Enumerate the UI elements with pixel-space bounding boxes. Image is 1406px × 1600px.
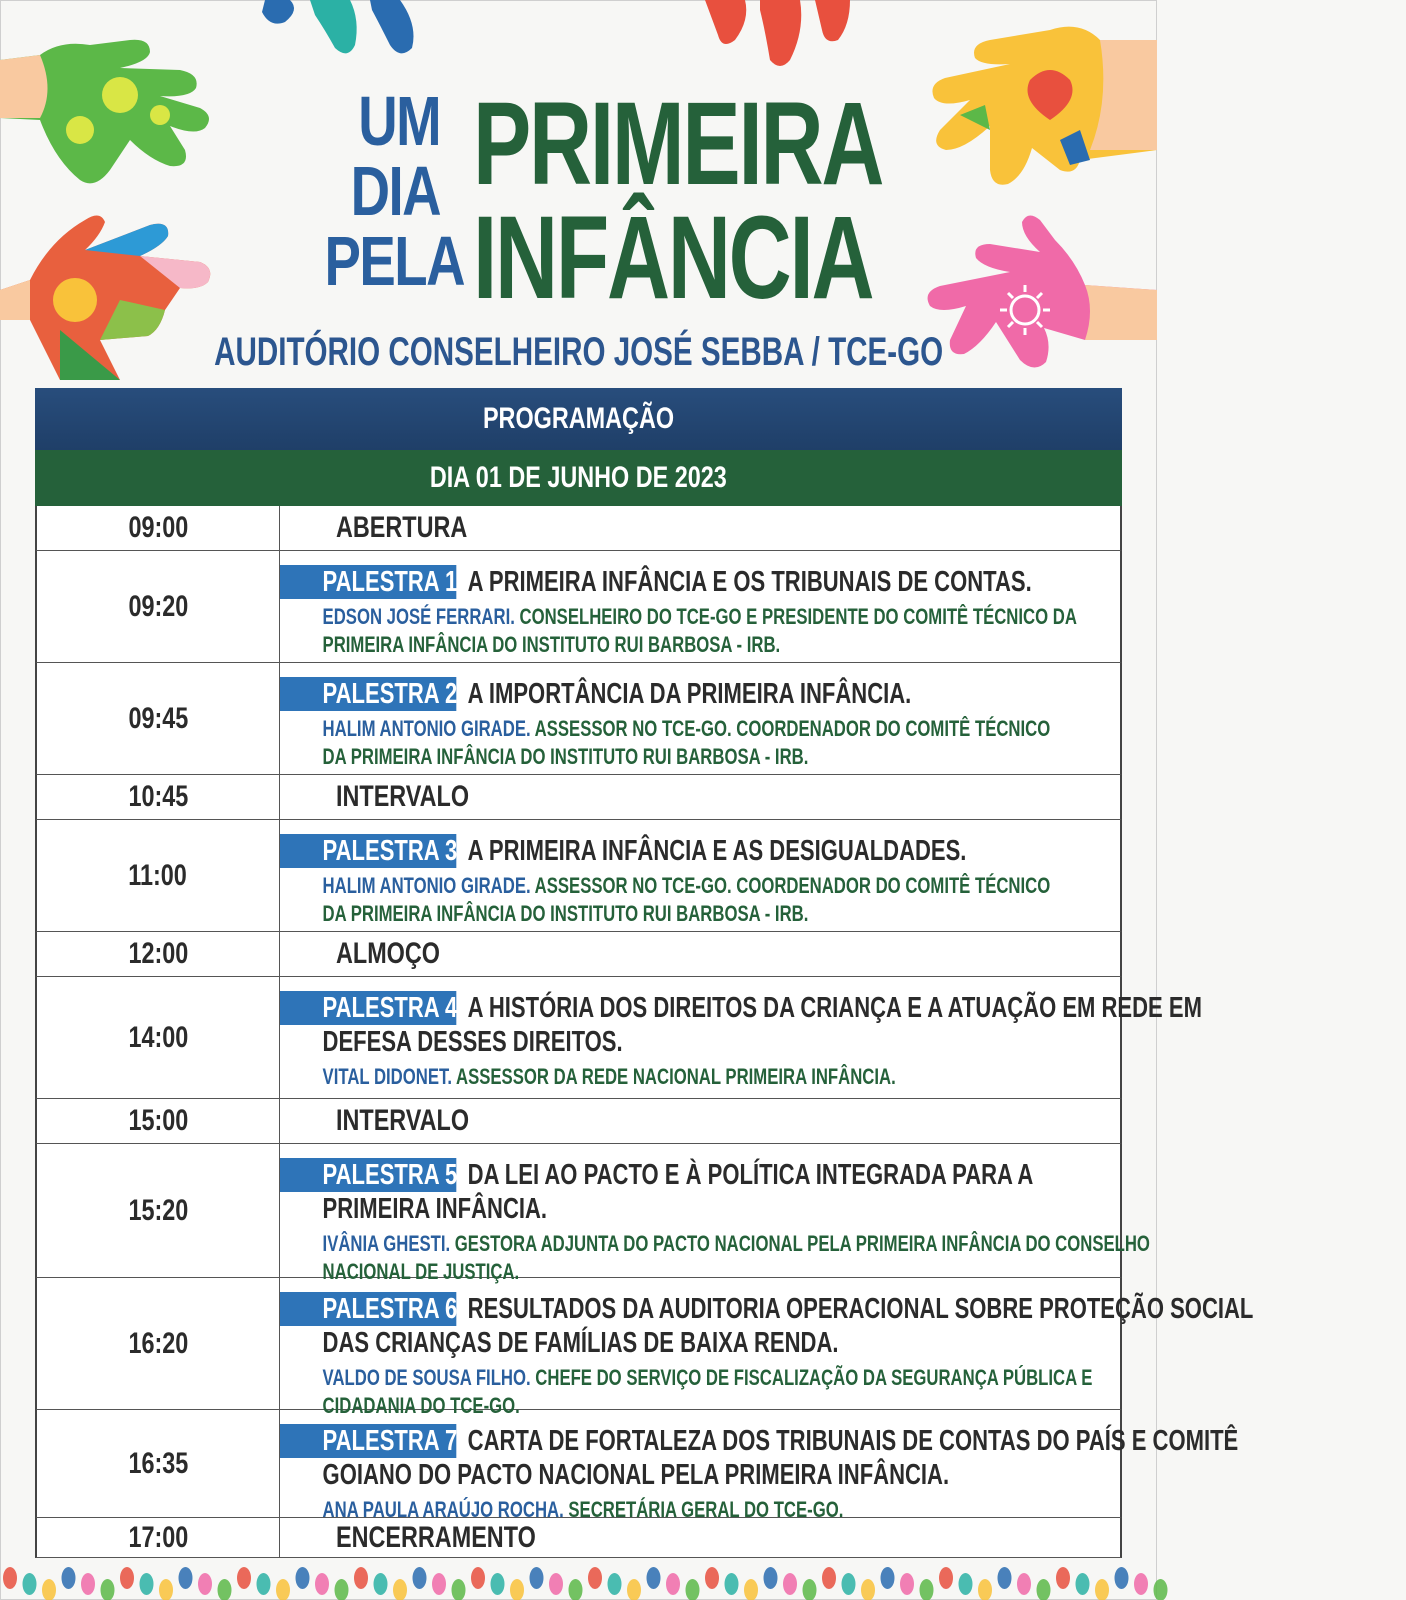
handprint-mark [881,1567,895,1589]
handprint-mark [491,1573,505,1595]
time-text: 15:00 [128,1104,188,1137]
handprint-mark [198,1573,212,1595]
speaker-name: IVÂNIA GHESTI. [322,1231,451,1256]
time-text: 14:00 [128,1020,188,1054]
schedule-row [35,1278,1254,1418]
talk-title-line [280,1025,1136,1059]
title-um-dia-pela [324,82,464,300]
talk-title-line [280,1158,1136,1192]
talk-title: DEFESA DESSES DIREITOS. [322,1026,623,1058]
handprint-mark [725,1573,739,1595]
speaker-line [280,603,1105,631]
speaker-line [280,743,1105,771]
schedule-row [35,775,1122,820]
schedule-row [35,551,1122,663]
speaker-role: PRIMEIRA INFÂNCIA DO INSTITUTO RUI BARBOSA - IRB. [322,632,781,657]
handprint-mark [62,1567,76,1589]
speaker-name: HALIM ANTONIO GIRADE. [322,716,531,741]
content-cell [280,775,1120,819]
handprint-mark [1056,1567,1070,1589]
handprint-mark [315,1573,329,1595]
handprint-mark [413,1567,427,1589]
speaker-name: EDSON JOSÉ FERRARI. [322,604,515,629]
talk-title: A HISTÓRIA DOS DIREITOS DA CRIANÇA E A ATUAÇÃO EM REDE EM [467,992,1202,1024]
talk-label: PALESTRA 7: [322,1425,465,1457]
handprint-mark [920,1579,934,1600]
content-cell [280,977,1406,1098]
speaker-role: ASSESSOR NO TCE-GO. COORDENADOR DO COMITÊ TÉCNICO [530,873,1051,898]
handprint-mark [257,1573,271,1595]
talk-label: PALESTRA 3: [322,835,465,867]
handprint-mark [978,1579,992,1600]
hand-yellow-icon [932,27,1157,185]
handprint-mark [686,1579,700,1600]
schedule-row [35,506,1122,551]
handprint-mark [81,1573,95,1595]
event-text: INTERVALO [336,780,470,813]
time-text: 10:45 [128,780,188,813]
handprint-mark [3,1567,17,1589]
handprint-mark [140,1573,154,1595]
handprint-mark [764,1567,778,1589]
time-cell [37,1144,280,1277]
time-cell [37,775,280,819]
time-text: 16:20 [128,1326,188,1360]
title-left-line: PELA [324,222,464,300]
speaker-role: CHEFE DO SERVIÇO DE FISCALIZAÇÃO DA SEGURANÇA PÚBLICA E [530,1365,1093,1390]
title-right-line: PRIMEIRA [473,78,883,210]
program-header [35,388,1122,450]
handprint-mark [42,1579,56,1600]
speaker-role: ASSESSOR NO TCE-GO. COORDENADOR DO COMITÊ TÉCNICO [530,716,1051,741]
content-cell [280,1144,1406,1284]
speaker-name: VITAL DIDONET. [322,1064,452,1089]
time-text: 09:00 [128,511,188,544]
venue-subtitle [0,330,1157,375]
speaker-role: GESTORA ADJUNTA DO PACTO NACIONAL PELA PRIMEIRA INFÂNCIA DO CONSELHO [450,1231,1150,1256]
handprint-mark [471,1567,485,1589]
schedule-row [35,820,1122,932]
title-left-line: DIA [350,152,440,230]
talk-label: PALESTRA 5: [322,1159,465,1191]
talk-title: PRIMEIRA INFÂNCIA. [322,1193,548,1225]
time-text: 09:45 [128,701,188,735]
venue-text: AUDITÓRIO CONSELHEIRO JOSÉ SEBBA / TCE-GO [213,330,944,374]
hand-green-icon [0,40,209,184]
speaker-role: DA PRIMEIRA INFÂNCIA DO INSTITUTO RUI BARBOSA - IRB. [322,901,809,926]
content-cell [280,663,1406,774]
speaker-line [280,715,1105,743]
schedule-rows [35,506,1254,1558]
handprint-mark [1076,1573,1090,1595]
speaker-role: ASSESSOR DA REDE NACIONAL PRIMEIRA INFÂNCIA. [451,1064,896,1089]
time-text: 11:00 [128,858,188,892]
handprint-border-decoration [0,1548,1157,1600]
content-cell [280,1410,1406,1522]
time-text: 16:35 [128,1446,188,1480]
handprint-mark [1134,1573,1148,1595]
speaker-role: SECRETÁRIA GERAL DO TCE-GO. [563,1497,844,1522]
time-text: 15:20 [128,1193,188,1227]
talk-label: PALESTRA 1: [322,566,465,598]
talk-title-line [280,1326,1136,1360]
schedule-table [35,388,1254,1558]
talk-label: PALESTRA 6: [322,1293,465,1325]
handprint-mark [101,1579,115,1600]
handprint-mark [296,1567,310,1589]
handprint-mark [822,1567,836,1589]
talk-title: GOIANO DO PACTO NACIONAL PELA PRIMEIRA INFÂNCIA. [322,1459,950,1491]
content-cell [280,820,1406,931]
handprint-mark [1115,1567,1129,1589]
talk-title: A PRIMEIRA INFÂNCIA E AS DESIGUALDADES. [467,835,967,867]
speaker-line [280,631,1105,659]
event-text: ENCERRAMENTO [336,1520,536,1554]
talk-label: PALESTRA 4: [322,992,465,1024]
time-cell [37,1099,280,1143]
handprint-mark [530,1567,544,1589]
handprint-mark [23,1573,37,1595]
handprint-mark [432,1573,446,1595]
schedule-row [35,663,1122,775]
handprint-mark [666,1573,680,1595]
handprint-mark [179,1567,193,1589]
time-text: 17:00 [128,1520,188,1554]
handprint-mark [1095,1579,1109,1600]
event-label [280,1099,1120,1143]
talk-title: DA LEI AO PACTO E À POLÍTICA INTEGRADA PARA A [467,1159,1034,1191]
time-cell [37,1410,280,1517]
talk-title: RESULTADOS DA AUDITORIA OPERACIONAL SOBRE PROTEÇÃO SOCIAL [467,1293,1254,1325]
talk-title: CARTA DE FORTALEZA DOS TRIBUNAIS DE CONTAS DO PAÍS E COMITÊ [467,1425,1239,1457]
handprint-mark [588,1567,602,1589]
talk-title-line [280,834,1136,868]
handprint-mark [237,1567,251,1589]
content-cell [280,506,1120,550]
talk-label: PALESTRA 2: [322,678,465,710]
speaker-line [280,1063,1105,1091]
time-cell [37,820,280,931]
handprint-mark [276,1579,290,1600]
handprint-mark [627,1579,641,1600]
speaker-line [280,872,1105,900]
event-label [280,506,1120,550]
talk-title-line [280,1458,1136,1492]
time-cell [37,506,280,550]
talk-title-line [280,1192,1136,1226]
handprint-mark [744,1579,758,1600]
event-text: INTERVALO [336,1104,470,1137]
title-primeira-infancia [473,78,883,324]
handprint-mark [1017,1573,1031,1595]
event-text: ABERTURA [336,511,468,544]
time-cell [37,977,280,1098]
handprint-mark [647,1567,661,1589]
talk-title: A IMPORTÂNCIA DA PRIMEIRA INFÂNCIA. [467,678,912,710]
event-label [280,775,1120,819]
handprint-mark [939,1567,953,1589]
handprint-mark [335,1579,349,1600]
handprint-mark [705,1567,719,1589]
handprint-mark [861,1579,875,1600]
schedule-row [35,977,1202,1099]
schedule-row [35,1144,1150,1284]
handprint-mark [783,1573,797,1595]
program-title: PROGRAMAÇÃO [482,402,675,435]
handprint-mark [218,1579,232,1600]
content-cell [280,1099,1120,1143]
handprint-mark [510,1579,524,1600]
speaker-line [280,1230,1150,1258]
time-cell [37,932,280,976]
time-cell [37,1278,280,1409]
speaker-line [280,900,1105,928]
handprint-mark [900,1573,914,1595]
talk-title-line [280,565,1136,599]
talk-title-line [280,1292,1254,1326]
handprint-mark [959,1573,973,1595]
speaker-role: CIDADANIA DO TCE-GO. [322,1393,520,1418]
speaker-name: ANA PAULA ARAÚJO ROCHA. [322,1497,564,1522]
speaker-name: VALDO DE SOUSA FILHO. [322,1365,531,1390]
handprint-mark [374,1573,388,1595]
talk-title-line [280,677,1136,711]
handprint-mark [842,1573,856,1595]
hand-blue-icon [262,0,414,53]
speaker-role: CONSELHEIRO DO TCE-GO E PRESIDENTE DO COMITÊ TÉCNICO DA [514,604,1077,629]
time-cell [37,663,280,774]
speaker-line [280,1364,1105,1392]
time-cell [37,551,280,662]
handprint-mark [452,1579,466,1600]
speaker-role: DA PRIMEIRA INFÂNCIA DO INSTITUTO RUI BARBOSA - IRB. [322,744,809,769]
title-right-line: INFÂNCIA [473,192,873,324]
schedule-row [35,1099,1122,1144]
handprint-mark [998,1567,1012,1589]
speaker-role: NACIONAL DE JUSTIÇA. [322,1259,520,1284]
handprint-mark [569,1579,583,1600]
content-cell [280,1278,1406,1418]
speaker-name: HALIM ANTONIO GIRADE. [322,873,531,898]
time-text: 12:00 [128,937,188,970]
day-title: DIA 01 DE JUNHO DE 2023 [430,461,727,494]
handprint-mark [549,1573,563,1595]
title-left-line: UM [358,82,440,160]
handprint-mark [803,1579,817,1600]
handprint-mark [393,1579,407,1600]
hand-red-icon [705,0,850,66]
handprint-mark [120,1567,134,1589]
content-cell [280,551,1406,662]
time-text: 09:20 [128,589,188,623]
event-text: ALMOÇO [336,937,440,970]
day-header [35,450,1122,506]
talk-title-line [280,1424,1239,1458]
handprint-mark [354,1567,368,1589]
schedule-row [35,1410,1239,1522]
talk-title: A PRIMEIRA INFÂNCIA E OS TRIBUNAIS DE CONTAS. [467,566,1032,598]
handprint-mark [159,1579,173,1600]
schedule-row [35,932,1122,977]
event-label [280,932,1120,976]
handprint-mark [1154,1579,1168,1600]
content-cell [280,932,1120,976]
talk-title: DAS CRIANÇAS DE FAMÍLIAS DE BAIXA RENDA. [322,1327,839,1359]
handprint-mark [1037,1579,1051,1600]
talk-title-line [280,991,1202,1025]
handprint-mark [608,1573,622,1595]
